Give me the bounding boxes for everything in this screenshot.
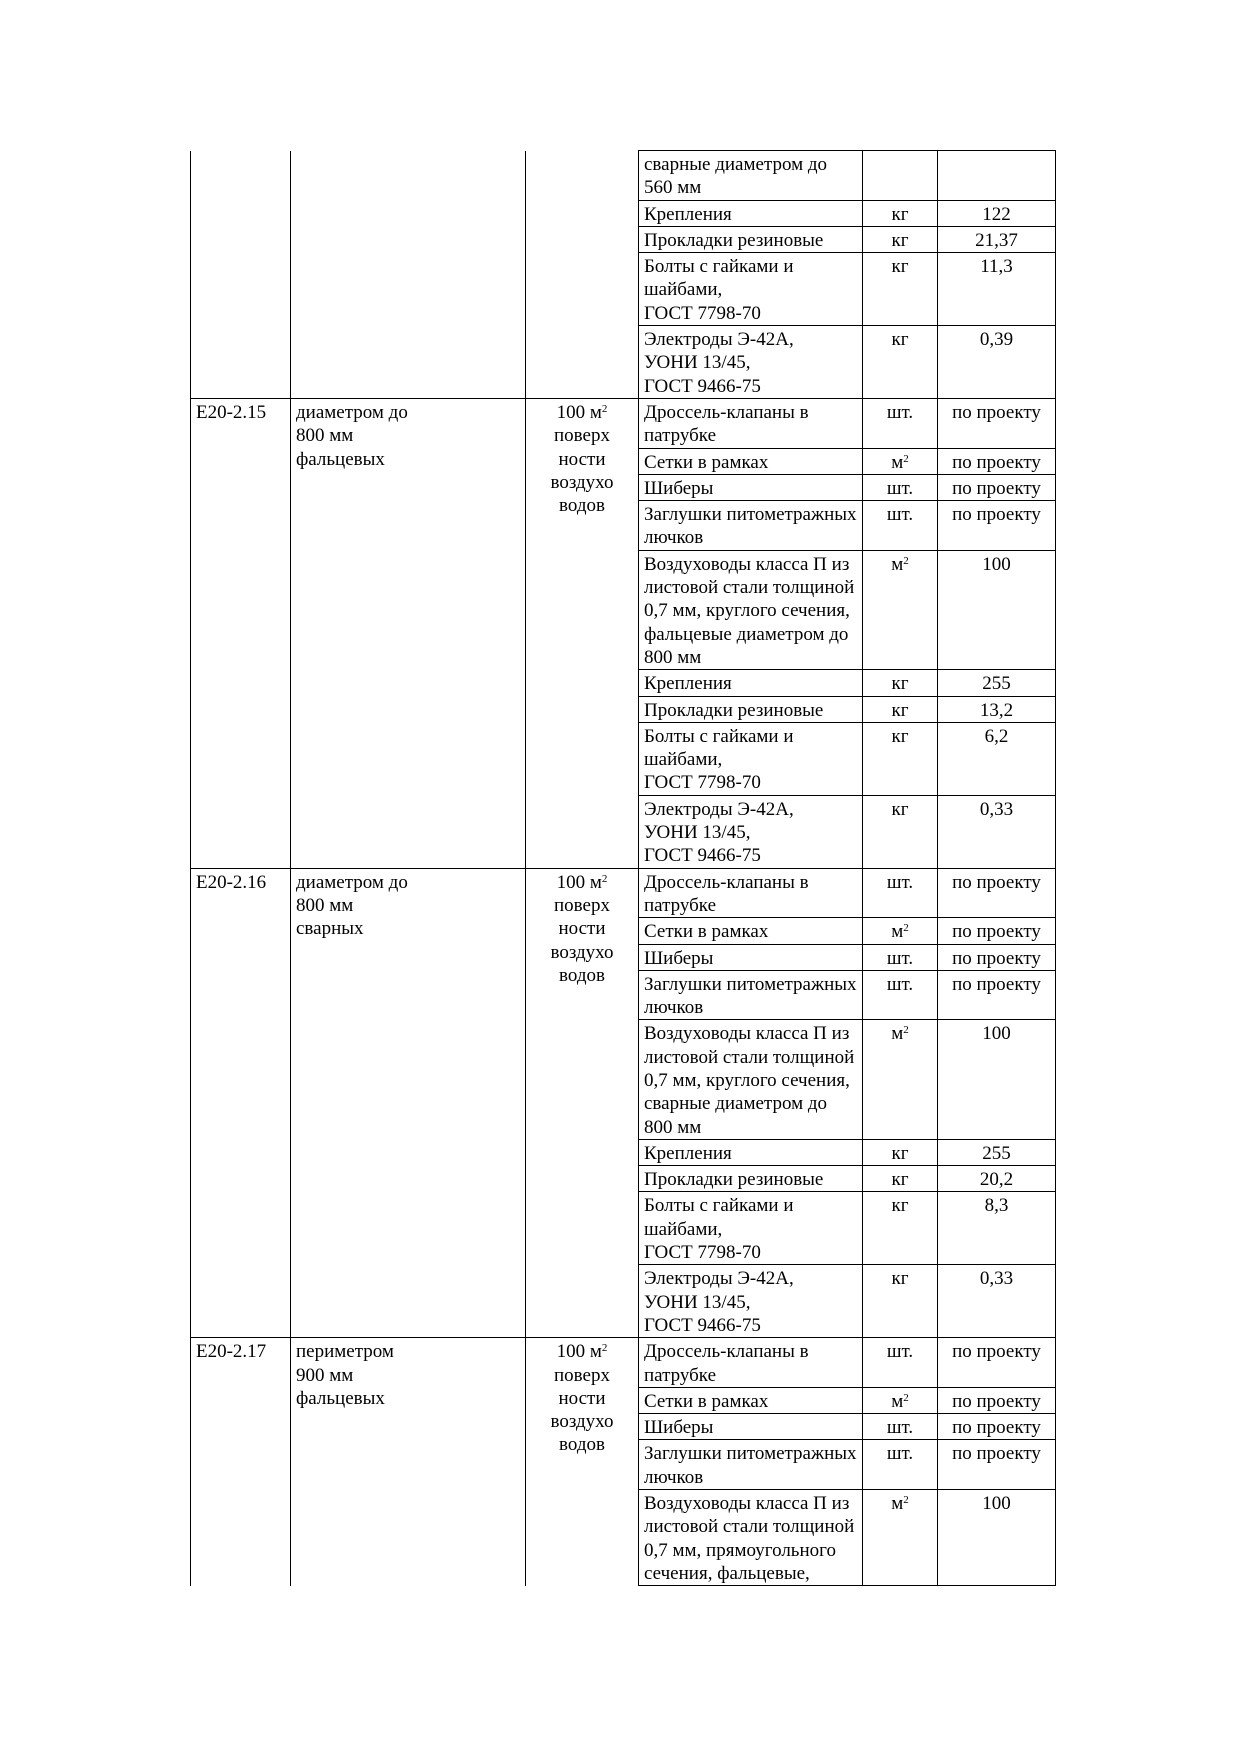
measure-unit-base: 100 м (556, 1341, 602, 1363)
resource-unit-sup: 2 (903, 452, 909, 465)
measure-unit-base: 100 м (556, 871, 602, 893)
resource-unit-cell: кг (863, 200, 938, 226)
resource-unit-cell: шт. (863, 1440, 938, 1490)
resource-cell: Сетки в рамках (639, 448, 863, 474)
resource-cell: Прокладки резиновые (639, 226, 863, 252)
resource-cell: Шиберы (639, 1414, 863, 1440)
resource-cell: Крепления (639, 200, 863, 226)
quantity-cell: по проекту (938, 474, 1056, 500)
resource-cell: Электроды Э-42А, УОНИ 13/45, ГОСТ 9466-75 (639, 1265, 863, 1338)
quantity-cell: по проекту (938, 1387, 1056, 1413)
quantity-cell: 8,3 (938, 1192, 1056, 1265)
resource-unit-base: м (891, 921, 904, 943)
quantity-cell: по проекту (938, 1414, 1056, 1440)
quantity-cell: по проекту (938, 398, 1056, 448)
resource-cell: Болты с гайками и шайбами, ГОСТ 7798-70 (639, 722, 863, 795)
table-row (191, 398, 1056, 448)
resource-unit-cell (863, 448, 938, 474)
quantity-cell: по проекту (938, 944, 1056, 970)
norm-code-cell: Е20-2.17 (191, 1338, 291, 1586)
resource-unit-cell: кг (863, 670, 938, 696)
resource-unit-sup: 2 (903, 1494, 909, 1507)
table-row (191, 868, 1056, 918)
resource-cell: Электроды Э-42А, УОНИ 13/45, ГОСТ 9466-75 (639, 326, 863, 399)
resource-unit-cell: шт. (863, 868, 938, 918)
measure-unit-rest: поверх ности воздухо водов (550, 1364, 614, 1456)
measure-unit-sup: 2 (601, 402, 608, 415)
resource-cell: Крепления (639, 1139, 863, 1165)
quantity-cell: по проекту (938, 918, 1056, 944)
measure-unit-sup: 2 (601, 1342, 608, 1355)
quantity-cell: 100 (938, 1020, 1056, 1139)
resource-cell: Прокладки резиновые (639, 696, 863, 722)
norm-code-cell: Е20-2.16 (191, 868, 291, 1338)
resource-unit-cell: кг (863, 1192, 938, 1265)
resource-cell: Сетки в рамках (639, 1387, 863, 1413)
resource-cell: Заглушки питометражных лючков (639, 1440, 863, 1490)
resource-unit-cell: шт. (863, 970, 938, 1020)
resource-unit-cell: кг (863, 795, 938, 868)
quantity-cell: 100 (938, 550, 1056, 669)
measure-unit-base: 100 м (556, 401, 602, 423)
quantity-cell: по проекту (938, 448, 1056, 474)
unit-cell-empty (526, 151, 639, 399)
quantity-cell: по проекту (938, 1440, 1056, 1490)
work-name-cell: диаметром до 800 мм фальцевых (291, 398, 526, 868)
resource-unit-cell: кг (863, 253, 938, 326)
name-cell-empty (291, 151, 526, 399)
resource-unit-cell: кг (863, 226, 938, 252)
measure-unit-cell (526, 1338, 639, 1586)
quantity-cell: 255 (938, 1139, 1056, 1165)
quantity-cell: по проекту (938, 970, 1056, 1020)
code-cell-empty (191, 151, 291, 399)
resource-unit-cell (863, 1020, 938, 1139)
quantity-cell: 0,33 (938, 1265, 1056, 1338)
resource-unit-sup: 2 (903, 1024, 909, 1037)
resource-unit-cell (863, 550, 938, 669)
resource-unit-base: м (891, 1390, 904, 1412)
work-name-cell: диаметром до 800 мм сварных (291, 868, 526, 1338)
resource-cell: Болты с гайками и шайбами, ГОСТ 7798-70 (639, 253, 863, 326)
resource-unit-cell: шт. (863, 398, 938, 448)
resource-cell: Воздуховоды класса П из листовой стали толщиной 0,7 мм, прямоугольного сечения, фальцевые, (639, 1490, 863, 1586)
measure-unit-rest: поверх ности воздухо водов (550, 425, 614, 517)
resource-unit-sup: 2 (903, 554, 909, 567)
resource-cell: Электроды Э-42А, УОНИ 13/45, ГОСТ 9466-75 (639, 795, 863, 868)
resource-cell: Прокладки резиновые (639, 1166, 863, 1192)
resource-unit-cell: кг (863, 696, 938, 722)
quantity-cell: по проекту (938, 1338, 1056, 1388)
resource-cell: Крепления (639, 670, 863, 696)
quantity-cell: 13,2 (938, 696, 1056, 722)
resource-cell: Шиберы (639, 944, 863, 970)
quantity-cell (938, 151, 1056, 201)
work-name-cell: периметром 900 мм фальцевых (291, 1338, 526, 1586)
quantity-cell: 255 (938, 670, 1056, 696)
resource-unit-cell: кг (863, 1265, 938, 1338)
resource-unit-cell: шт. (863, 501, 938, 551)
quantity-cell: 0,33 (938, 795, 1056, 868)
resource-unit-cell: кг (863, 1166, 938, 1192)
quantity-cell: 11,3 (938, 253, 1056, 326)
resource-unit-base: м (891, 1493, 904, 1515)
measure-unit-sup: 2 (601, 872, 608, 885)
resource-unit-cell (863, 918, 938, 944)
quantity-cell: 6,2 (938, 722, 1056, 795)
resource-unit-cell (863, 1490, 938, 1586)
quantity-cell: 0,39 (938, 326, 1056, 399)
resource-cell: Воздуховоды класса П из листовой стали толщиной 0,7 мм, круглого сечения, сварные диаметром до 800 мм (639, 1020, 863, 1139)
resource-table (190, 150, 1056, 1586)
resource-cell: Дроссель-клапаны в патрубке (639, 398, 863, 448)
resource-unit-base: м (891, 1023, 904, 1045)
resource-cell: Воздуховоды класса П из листовой стали толщиной 0,7 мм, круглого сечения, фальцевые диаметром до 800 мм (639, 550, 863, 669)
norm-code-cell: Е20-2.15 (191, 398, 291, 868)
resource-unit-base: м (891, 553, 904, 575)
resource-cell: Дроссель-клапаны в патрубке (639, 868, 863, 918)
resource-cell: Дроссель-клапаны в патрубке (639, 1338, 863, 1388)
resource-unit-base: м (891, 451, 904, 473)
quantity-cell: 21,37 (938, 226, 1056, 252)
resource-unit-cell: шт. (863, 474, 938, 500)
resource-unit-sup: 2 (903, 922, 909, 935)
resource-cell: Шиберы (639, 474, 863, 500)
resource-unit-cell: кг (863, 326, 938, 399)
resource-unit-cell: кг (863, 1139, 938, 1165)
quantity-cell: по проекту (938, 501, 1056, 551)
resource-cell: Заглушки питометражных лючков (639, 970, 863, 1020)
resource-unit-cell: шт. (863, 944, 938, 970)
measure-unit-cell (526, 398, 639, 868)
resource-unit-cell (863, 1387, 938, 1413)
quantity-cell: 20,2 (938, 1166, 1056, 1192)
measure-unit-cell (526, 868, 639, 1338)
quantity-cell: по проекту (938, 868, 1056, 918)
resource-cell: Болты с гайками и шайбами, ГОСТ 7798-70 (639, 1192, 863, 1265)
resource-cell: сварные диаметром до 560 мм (639, 151, 863, 201)
table-row (191, 151, 1056, 201)
resource-unit-cell: кг (863, 722, 938, 795)
measure-unit-rest: поверх ности воздухо водов (550, 894, 614, 986)
resource-cell: Заглушки питометражных лючков (639, 501, 863, 551)
resource-unit-cell: шт. (863, 1414, 938, 1440)
resource-unit-sup: 2 (903, 1391, 909, 1404)
resource-unit-cell: шт. (863, 1338, 938, 1388)
resource-unit-cell (863, 151, 938, 201)
quantity-cell: 100 (938, 1490, 1056, 1586)
table-row (191, 1338, 1056, 1388)
quantity-cell: 122 (938, 200, 1056, 226)
resource-cell: Сетки в рамках (639, 918, 863, 944)
